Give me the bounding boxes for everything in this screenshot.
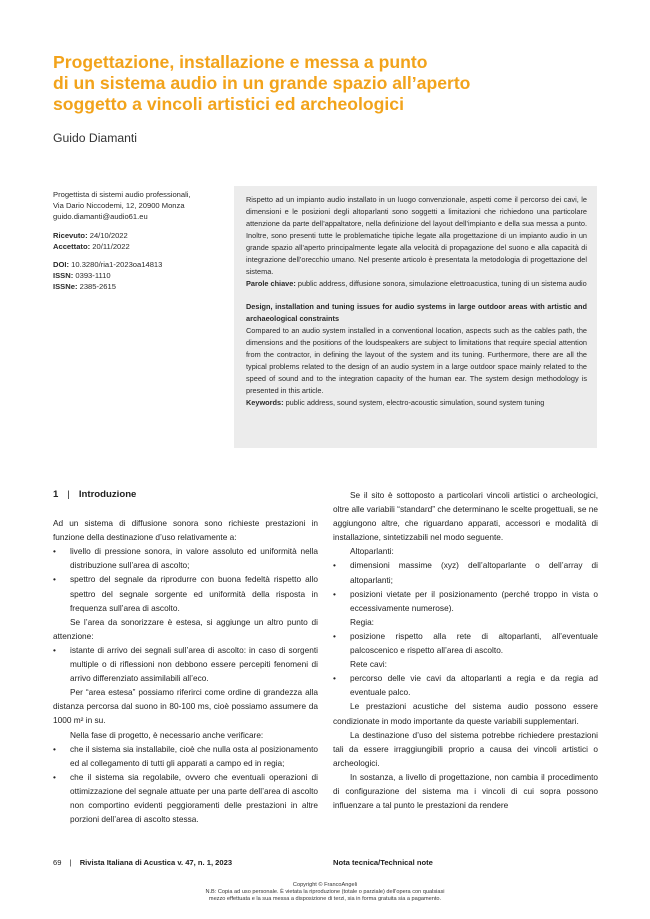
list-item: • percorso delle vie cavi da altoparlanti a regia e da regia ad eventuale palco. <box>333 671 598 699</box>
affiliation-line: Via Dario Niccodemi, 12, 20900 Monza <box>53 201 185 211</box>
received-value: 24/10/2022 <box>89 230 128 240</box>
copyright-notice <box>0 882 650 904</box>
paragraph: Se l’area da sonorizzare è estesa, si aggiunge un altro punto di attenzione: <box>53 616 318 641</box>
affiliation <box>53 189 228 223</box>
accepted-value: 20/11/2022 <box>92 241 130 251</box>
title-line: Progettazione, installazione e messa a punto <box>53 52 428 72</box>
list-label: Altoparlanti: <box>350 546 394 557</box>
accepted-date <box>53 241 228 252</box>
issne-value: 2385-2615 <box>79 282 116 292</box>
paragraph: Per “area estesa” possiamo riferirci come ordine di grandezza alla distanza percorsa dal suono in 80-100 ms, cioè possiamo assumere da 1000 m² in su. <box>53 687 318 726</box>
keywords-it-label: Parole chiave: <box>246 279 296 288</box>
abstract-en: Compared to an audio system installed in a conventional location, aspects such as the cables path, the dimensions and the positions of the loudspeakers are subject to limitations that require special attention from the contractor, in defining the layout of the system and its tuning. Furthermore, there are all the typical problems related to the design of an audio system in a large outdoor space mainly related to the speed of sound and to the integration capacity of the human ear. The system design methodology is presented in this article. <box>246 326 587 395</box>
doi <box>53 259 228 270</box>
paragraph: Nella fase di progetto, è necessario anche verificare: <box>70 729 264 740</box>
bullet-list <box>53 544 318 614</box>
journal-name: Rivista Italiana di Acustica v. 47, n. 1, 2023 <box>79 858 233 867</box>
doi-label: DOI: <box>53 260 70 270</box>
section-heading <box>53 488 318 502</box>
list-item: • posizioni vietate per il posizionamento (perché troppo in vista o eccessivamente numerose). <box>333 587 598 615</box>
list-item: • livello di pressione sonora, in valore assoluto ed uniformità nella distribuzione sull’area di ascolto; <box>53 544 318 572</box>
accepted-label: Accettato: <box>53 241 91 251</box>
article-title <box>53 52 613 115</box>
issn <box>53 270 228 281</box>
list-item: • che il sistema sia installabile, cioè che nulla osta al posizionamento ed al collegamento di tutti gli apparati a campo ed in regia; <box>53 742 318 770</box>
list-label: Regia: <box>350 616 374 627</box>
list-item: • che il sistema sia regolabile, ovvero che eventuali operazioni di ottimizzazione del segnale attuate per una parte dell’area di ascolto non comportino evidenti peggioramenti delle prestazioni in altre porzioni dell’area di ascolto stessa. <box>53 770 318 826</box>
paragraph: Se il sito è sottoposto a particolari vincoli artistici o archeologici, oltre alle variabili “standard” che determinano le scelte progettuali, se ne aggiungono altre, che riguardano apparati, accessori e modalità di installazione, sintetizzabili nel modo seguente. <box>333 490 598 543</box>
received-date <box>53 230 228 241</box>
keywords-it-value: public address, diffusione sonora, simulazione elettroacustica, tuning di un sistema audio <box>297 279 587 288</box>
list-label: Rete cavi: <box>350 659 387 670</box>
article-metadata <box>53 189 228 300</box>
dates <box>53 230 228 252</box>
page-number: 69 <box>53 858 62 867</box>
list-item: • spettro del segnale da riprodurre con buona fedeltà rispetto allo spettro del segnale sorgente ed uniformità della risposta in frequenza sull’area di ascolto. <box>53 572 318 614</box>
list-item: • dimensioni massime (xyz) dell’altoparlante o dell’array di altoparlanti; <box>333 558 598 586</box>
bullet-list <box>333 629 598 657</box>
right-column <box>333 488 598 812</box>
list-item: • posizione rispetto alla rete di altoparlanti, all’eventuale palcoscenico e rispetto all’area di ascolto. <box>333 629 598 657</box>
abstract-en-title: Design, installation and tuning issues for audio systems in large outdoor areas with artistic and archaeological constraints <box>246 302 587 323</box>
section-number: 1 <box>53 489 59 500</box>
page-footer <box>53 858 598 867</box>
keywords-en-value: public address, sound system, electro-acoustic simulation, sound system tuning <box>285 398 545 407</box>
author-email[interactable]: guido.diamanti@audio61.eu <box>53 212 148 222</box>
copyright-line: N.B: Copia ad uso personale. È vietata la riproduzione (totale o parziale) dell’opera con qualsiasi <box>205 889 445 896</box>
bullet-list <box>53 742 318 827</box>
title-line: di un sistema audio in un grande spazio all’aperto <box>53 73 471 93</box>
issn-value: 0393-1110 <box>75 271 111 281</box>
title-line: soggetto a vincoli artistici ed archeologici <box>53 94 404 114</box>
copyright-line: mezzo effettuata e la sua messa a disposizione di terzi, sia in forma gratuita sia a pagamento. <box>208 896 442 903</box>
abstract-it: Rispetto ad un impianto audio installato in un luogo convenzionale, aspetti come il percorso dei cavi, le dimensioni e le posizioni degli altoparlanti sono soggetti a limitazioni che richiedono una particolare attenzione da parte dell’appaltatore, nella definizione del layout dell’impianto e della sua messa a punto. Inoltre, sono presenti tutte le problematiche tipiche legate alla progettazione di un impianto audio in un grande spazio all’aperto principalmente legate alla velocità di propagazione del suono e alla capacità di integrazione dell’orecchio umano. Nel presente articolo è presentata la metodologia di progettazione del sistema. <box>246 195 587 276</box>
paragraph: La destinazione d’uso del sistema potrebbe richiedere prestazioni tali da essere irraggiungibili proprio a causa dei vincoli artistici o archeologici. <box>333 729 598 768</box>
issn-label: ISSN: <box>53 271 74 281</box>
issne <box>53 281 228 292</box>
bullet-list <box>333 671 598 699</box>
keywords-en <box>246 397 587 409</box>
left-column <box>53 488 318 826</box>
keywords-it <box>246 278 587 290</box>
copyright-line: Copyright © FrancoAngeli <box>292 882 358 888</box>
doi-value[interactable]: 10.3280/ria1-2023oa14813 <box>71 260 163 270</box>
paragraph: Le prestazioni acustiche del sistema audio possono essere condizionate in modo importante da queste variabili supplementari. <box>333 701 598 726</box>
footer-separator: | <box>69 858 72 867</box>
identifiers <box>53 259 228 293</box>
paragraph: In sostanza, a livello di progettazione, non cambia il procedimento di configurazione del sistema ma i vincoli di cui sopra possono influenzare a tal punto le prestazioni da rendere <box>333 771 598 811</box>
bullet-list <box>53 643 318 685</box>
paragraph: Ad un sistema di diffusione sonora sono richieste prestazioni in funzione della destinazione d’uso relativamente a: <box>53 518 318 543</box>
bullet-list <box>333 558 598 614</box>
keywords-en-label: Keywords: <box>246 398 284 407</box>
author-name: Guido Diamanti <box>53 131 137 145</box>
section-separator: | <box>67 489 70 500</box>
abstract-box <box>234 186 597 448</box>
section-title: Introduzione <box>78 489 137 500</box>
list-item: • istante di arrivo dei segnali sull’area di ascolto: in caso di sorgenti multiple o di riflessioni non debbono essere percepiti fenomeni di arrivo differenziato assimilabili all’eco. <box>53 643 318 685</box>
issne-label: ISSNe: <box>53 282 78 292</box>
affiliation-line: Progettista di sistemi audio professionali, <box>53 190 191 199</box>
article-type: Nota tecnica/Technical note <box>333 858 433 867</box>
received-label: Ricevuto: <box>53 230 88 240</box>
